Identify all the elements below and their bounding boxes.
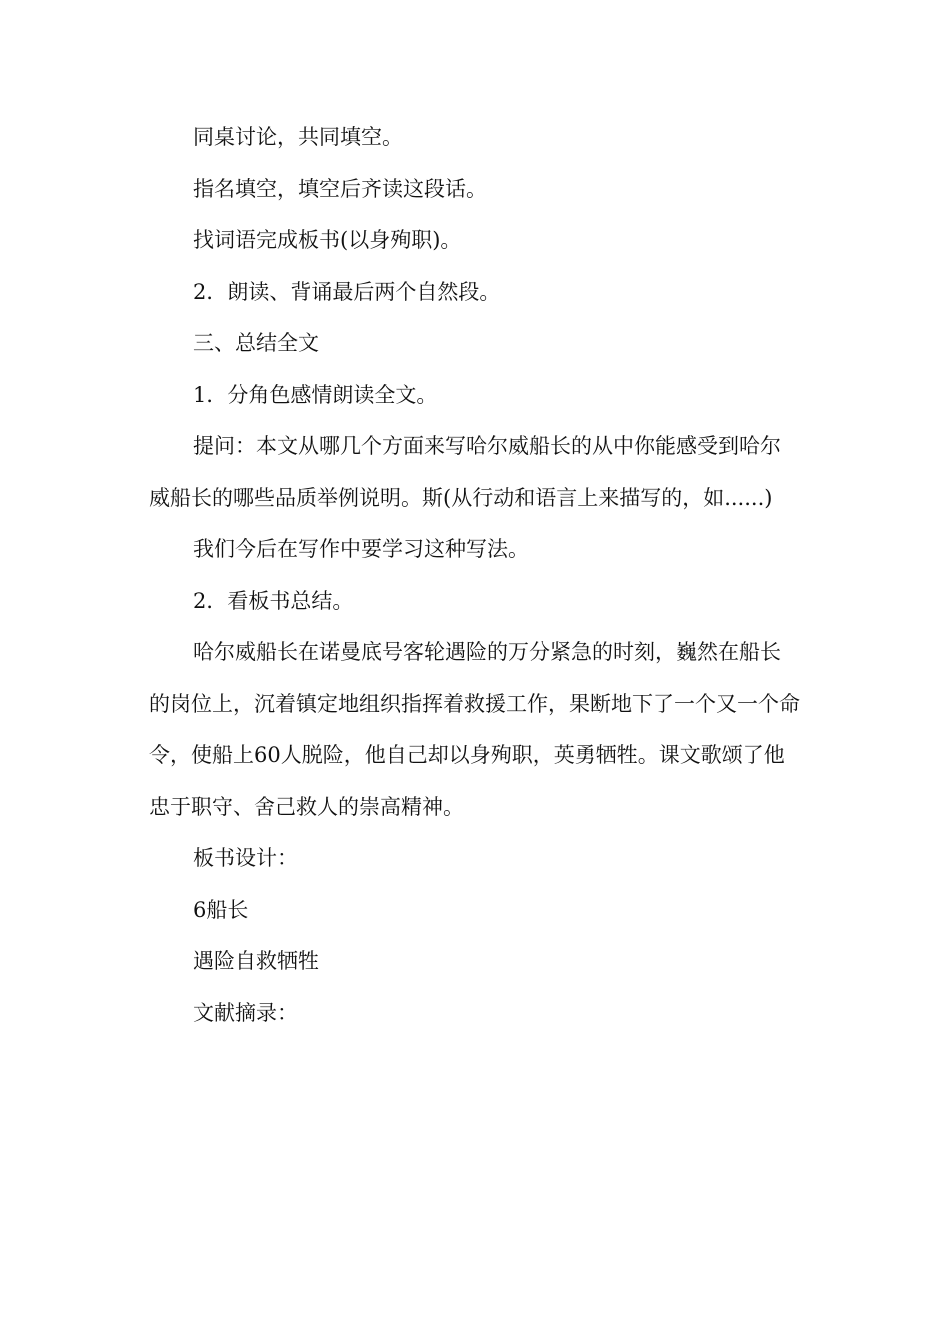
paragraph-captain-summary: 哈尔威船长在诺曼底号客轮遇险的万分紧急的时刻，巍然在船长的岗位上，沉着镇定地组织指挥着救援工作，果断地下了一个又一个命令，使船上60人脱险，他自己却以身殉职，英勇牺牲。课文歌颂了他忠于职守、舍己救人的崇高精神。 [149,640,800,819]
paragraph-board-title: 6船长 [193,897,249,922]
paragraph-role-reading: 1．分角色感情朗读全文。 [193,382,438,407]
paragraph-fill-blank: 指名填空，填空后齐读这段话。 [193,176,487,201]
paragraph-find-words: 找词语完成板书(以身殉职)。 [193,228,462,252]
paragraph-board-summary: 2．看板书总结。 [193,588,354,613]
paragraph-writing-method: 我们今后在写作中要学习这种写法。 [193,537,529,561]
document-body [149,112,801,1039]
paragraph-recite: 2．朗读、背诵最后两个自然段。 [193,279,501,304]
paragraph-desk-discussion: 同桌讨论，共同填空。 [193,125,403,149]
paragraph-board-design-label: 板书设计： [193,846,298,870]
section-heading-summary: 三、总结全文 [193,331,319,355]
paragraph-question: 提问：本文从哪几个方面来写哈尔威船长的从中你能感受到哈尔威船长的哪些品质举例说明。斯(从行动和语言上来描写的，如......) [149,434,781,510]
paragraph-board-content: 遇险自救牺牲 [193,949,319,973]
paragraph-references-label: 文献摘录： [193,1000,298,1025]
